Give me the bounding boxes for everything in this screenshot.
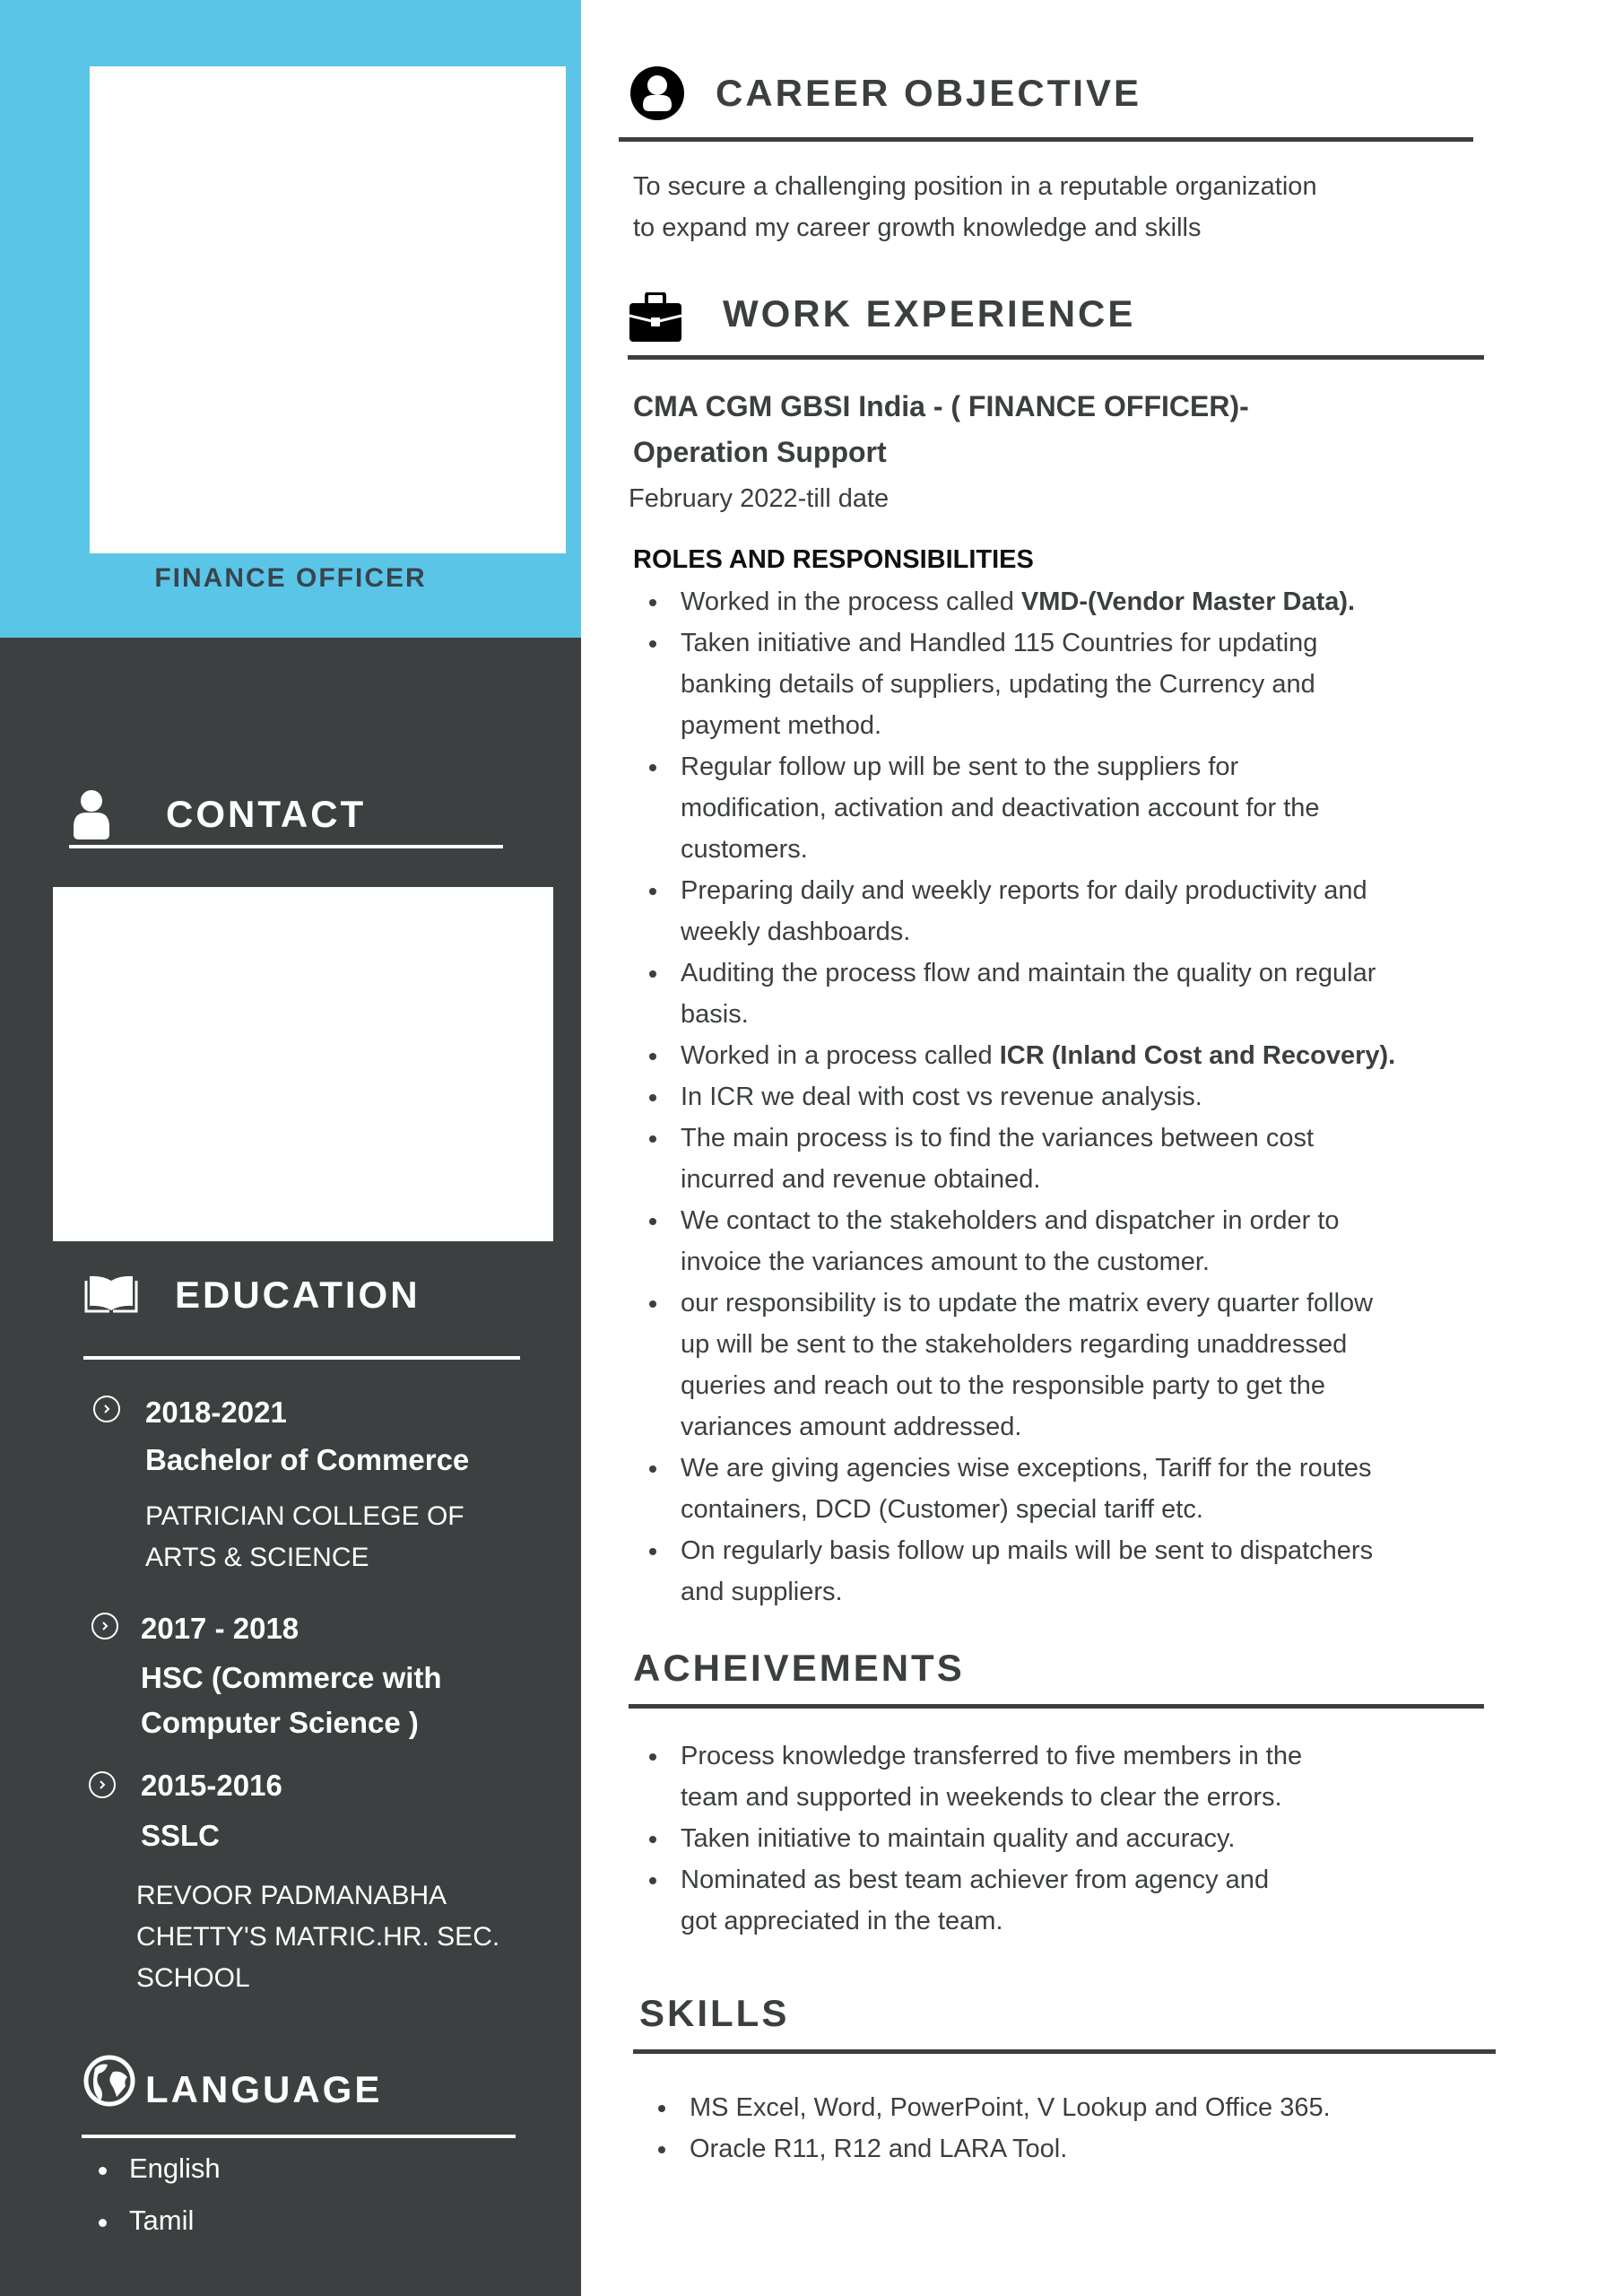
- education-school: [136, 1875, 499, 1999]
- education-school: [145, 1496, 464, 1578]
- role-line: [681, 746, 1586, 787]
- role-item: [636, 622, 1586, 746]
- contact-divider: [69, 845, 503, 848]
- role-line: [681, 622, 1586, 664]
- role-text: incurred and revenue obtained.: [681, 1165, 1041, 1194]
- role-item: [636, 1118, 1586, 1200]
- role-text: We are giving agencies wise exceptions, Tariff for the routes: [681, 1454, 1372, 1483]
- achievements-list: [636, 1735, 1586, 1942]
- education-years: 2018-2021: [145, 1396, 287, 1429]
- language-item: English: [97, 2152, 221, 2205]
- role-text: and suppliers.: [681, 1578, 843, 1606]
- role-text: payment method.: [681, 711, 882, 740]
- language-item: Tamil: [97, 2205, 221, 2257]
- role-line: [681, 705, 1586, 746]
- role-line: [681, 1241, 1586, 1283]
- role-text: The main process is to find the variances between cost: [681, 1124, 1315, 1152]
- role-line: [681, 829, 1586, 870]
- achievement-line: Process knowledge transferred to five members in the: [681, 1742, 1303, 1770]
- role-text: banking details of suppliers, updating the Currency and: [681, 670, 1315, 699]
- job-title: FINANCE OFFICER: [154, 563, 427, 593]
- role-line: [681, 1489, 1586, 1530]
- role-text-bold: VMD-(Vendor Master Data).: [1020, 587, 1356, 616]
- roles-list: [636, 581, 1586, 1613]
- school-line: SCHOOL: [136, 1963, 250, 1993]
- role-line: [681, 1406, 1586, 1448]
- school-line: REVOOR PADMANABHA: [136, 1881, 447, 1910]
- role-text: modification, activation and deactivation account for the: [681, 794, 1320, 822]
- achievement-line: got appreciated in the team.: [681, 1907, 1003, 1935]
- work-experience-heading: WORK EXPERIENCE: [723, 292, 1136, 335]
- skill-item: MS Excel, Word, PowerPoint, V Lookup and Office 365.: [645, 2087, 1595, 2128]
- globe-icon: [82, 2054, 136, 2108]
- role-text: Taken initiative and Handled 115 Countries for updating: [681, 629, 1318, 657]
- job-dates: February 2022-till date: [629, 484, 890, 513]
- achievement-item: [636, 1735, 1586, 1818]
- achievement-line: Nominated as best team achiever from agency and: [681, 1866, 1270, 1894]
- role-line: [681, 1159, 1586, 1200]
- chevron-right-circle-icon: [93, 1396, 120, 1422]
- role-line: [681, 1283, 1586, 1324]
- career-objective-text: [633, 166, 1317, 248]
- role-line: [681, 870, 1586, 911]
- language-divider: [82, 2135, 516, 2138]
- achievement-line: team and supported in weekends to clear the errors.: [681, 1783, 1282, 1812]
- role-text: up will be sent to the stakeholders regarding unaddressed: [681, 1330, 1348, 1359]
- education-degree: [141, 1813, 220, 1858]
- user-icon: [72, 789, 111, 839]
- company-line: Operation Support: [633, 436, 887, 468]
- education-degree: [145, 1438, 469, 1483]
- achievements-heading: ACHEIVEMENTS: [633, 1647, 965, 1689]
- sidebar: [0, 0, 581, 2296]
- role-item: [636, 1035, 1586, 1076]
- role-item: [636, 581, 1586, 622]
- career-objective-heading: CAREER OBJECTIVE: [716, 72, 1142, 114]
- role-line: [681, 1448, 1586, 1489]
- role-text: invoice the variances amount to the customer.: [681, 1248, 1210, 1276]
- role-text: Preparing daily and weekly reports for daily productivity and: [681, 876, 1367, 905]
- role-text: queries and reach out to the responsible party to get the: [681, 1371, 1326, 1400]
- contact-heading: CONTACT: [166, 793, 367, 835]
- education-degree: [141, 1656, 442, 1745]
- objective-line: to expand my career growth knowledge and skills: [633, 213, 1202, 242]
- role-line: [681, 911, 1586, 952]
- role-text: Worked in a process called: [681, 1041, 1000, 1070]
- role-item: [636, 1283, 1586, 1448]
- degree-line: SSLC: [141, 1819, 221, 1852]
- book-icon: [84, 1274, 138, 1313]
- role-text: customers.: [681, 835, 808, 864]
- role-line: [681, 994, 1586, 1035]
- role-line: [681, 1118, 1586, 1159]
- skills-heading: SKILLS: [639, 1992, 790, 2034]
- achievement-item: [636, 1818, 1586, 1859]
- user-circle-icon: [629, 65, 685, 121]
- objective-line: To secure a challenging position in a reputable organization: [633, 172, 1317, 201]
- role-text: On regularly basis follow up mails will be sent to dispatchers: [681, 1536, 1374, 1565]
- chevron-right-circle-icon: [91, 1613, 118, 1639]
- role-line: [681, 581, 1586, 622]
- role-text: We contact to the stakeholders and dispatcher in order to: [681, 1206, 1340, 1235]
- role-item: [636, 1448, 1586, 1530]
- role-line: [681, 1200, 1586, 1241]
- skills-list: [645, 2087, 1595, 2170]
- role-text: Regular follow up will be sent to the suppliers for: [681, 752, 1239, 781]
- work-experience-divider: [628, 355, 1484, 360]
- role-line: [681, 1035, 1586, 1076]
- education-heading: EDUCATION: [175, 1274, 421, 1316]
- role-line: [681, 1530, 1586, 1571]
- job-position: [633, 384, 1249, 475]
- chevron-right-circle-icon: [89, 1771, 116, 1798]
- achievements-divider: [629, 1704, 1484, 1709]
- language-list: [97, 2152, 221, 2257]
- role-text: Worked in the process called: [681, 587, 1021, 616]
- degree-line: HSC (Commerce with: [141, 1661, 442, 1694]
- role-text: weekly dashboards.: [681, 918, 911, 946]
- role-line: [681, 787, 1586, 829]
- school-line: PATRICIAN COLLEGE OF: [145, 1501, 464, 1531]
- profile-photo-placeholder: [90, 66, 566, 553]
- role-item: [636, 870, 1586, 952]
- achievement-item: [636, 1859, 1586, 1942]
- education-years: 2015-2016: [141, 1769, 282, 1802]
- role-text: variances amount addressed.: [681, 1413, 1022, 1441]
- role-item: [636, 1530, 1586, 1613]
- career-objective-divider: [619, 137, 1473, 142]
- company-line: CMA CGM GBSI India - ( FINANCE OFFICER)-: [633, 390, 1249, 422]
- role-line: [681, 1365, 1586, 1406]
- school-line: CHETTY'S MATRIC.HR. SEC.: [136, 1922, 500, 1952]
- role-text-bold: ICR (Inland Cost and Recovery).: [999, 1041, 1396, 1070]
- role-line: [681, 1076, 1586, 1118]
- sidebar-header: [0, 0, 581, 638]
- role-line: [681, 952, 1586, 994]
- role-line: [681, 664, 1586, 705]
- education-years: 2017 - 2018: [141, 1612, 299, 1645]
- role-line: [681, 1571, 1586, 1613]
- role-text: Auditing the process flow and maintain the quality on regular: [681, 959, 1376, 987]
- role-item: [636, 1076, 1586, 1118]
- language-heading: LANGUAGE: [145, 2068, 383, 2110]
- role-item: [636, 746, 1586, 870]
- degree-line: Bachelor of Commerce: [145, 1443, 470, 1476]
- degree-line: Computer Science ): [141, 1706, 419, 1739]
- skills-divider: [633, 2049, 1496, 2054]
- role-text: our responsibility is to update the matrix every quarter follow: [681, 1289, 1374, 1318]
- contact-details-box: [53, 887, 553, 1241]
- role-line: [681, 1324, 1586, 1365]
- role-item: [636, 1200, 1586, 1283]
- role-text: In ICR we deal with cost vs revenue analysis.: [681, 1083, 1202, 1111]
- role-item: [636, 952, 1586, 1035]
- role-text: basis.: [681, 1000, 749, 1029]
- education-divider: [83, 1356, 520, 1360]
- achievement-line: Taken initiative to maintain quality and accuracy.: [681, 1824, 1236, 1853]
- school-line: ARTS & SCIENCE: [145, 1543, 369, 1572]
- briefcase-icon: [629, 292, 682, 343]
- role-text: containers, DCD (Customer) special tariff etc.: [681, 1495, 1203, 1524]
- roles-heading: ROLES AND RESPONSIBILITIES: [633, 545, 1034, 574]
- skill-item: Oracle R11, R12 and LARA Tool.: [645, 2128, 1595, 2170]
